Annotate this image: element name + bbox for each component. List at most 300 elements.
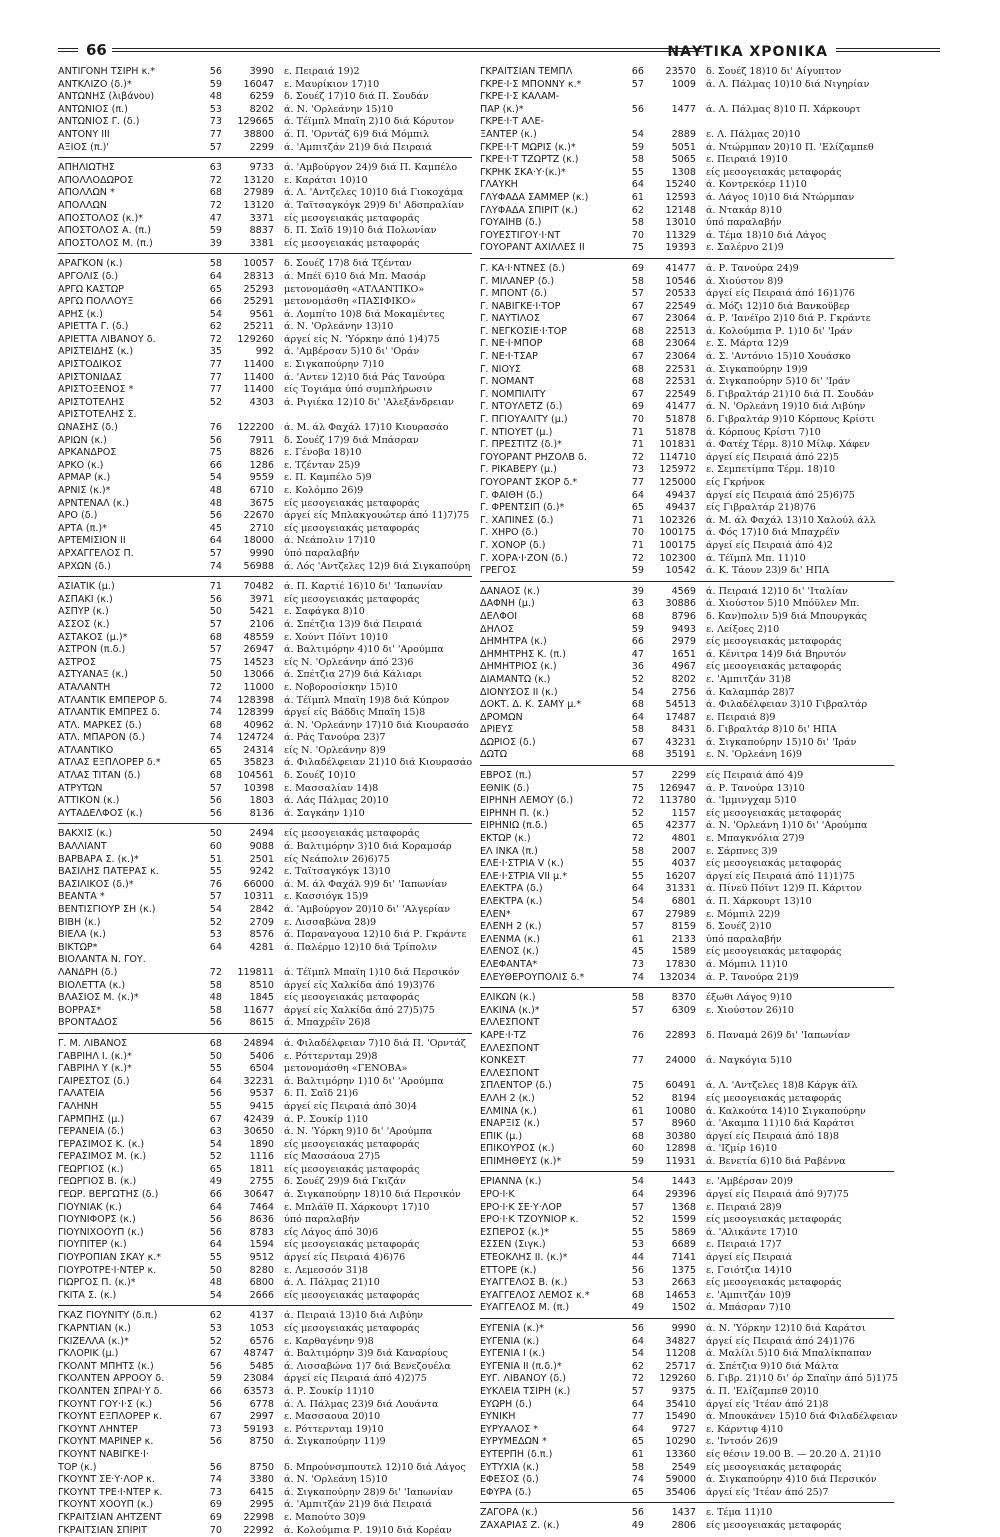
tonnage: 8783 [224, 1227, 274, 1240]
built-year: 68 [624, 611, 644, 624]
tonnage: 2299 [224, 142, 274, 155]
position-info: ε. Λισσαβώνα 28)9 [284, 917, 480, 930]
built-year: 67 [624, 909, 644, 922]
ship-entry [480, 1005, 902, 1018]
built-year: 52 [624, 674, 644, 687]
ship-name: ΑΤΛΑΣ ΤΙΤΑΝ (δ.) [58, 770, 200, 783]
position-info: ά. Π. 'Ορντάζ 6)9 διά Μόμπιλ [284, 129, 480, 142]
ship-entry [480, 783, 902, 796]
built-year: 64 [624, 883, 644, 896]
position-info: μετονομάσθη «ΓΕΝΟΒΑ» [284, 1063, 480, 1076]
tonnage: 35406 [646, 1487, 696, 1500]
tonnage: 41477 [646, 263, 696, 276]
built-year: 74 [202, 707, 222, 720]
ship-entry [480, 992, 902, 1005]
ship-entry [480, 1520, 902, 1533]
tonnage: 11400 [224, 359, 274, 372]
ship-entry [480, 921, 902, 934]
ship-entry [58, 841, 480, 854]
ship-entry [58, 334, 480, 347]
ship-entry [58, 104, 480, 117]
ship-name: ΑΣΤΡΟΣ [58, 657, 200, 670]
built-year: 60 [202, 841, 222, 854]
built-year: 47 [202, 213, 222, 226]
position-info: δ. Γιβραλτάρ 8)10 δι' ΗΠΑ [706, 724, 902, 737]
ship-entry [480, 1449, 902, 1462]
ship-entry [480, 1043, 902, 1056]
position-info: ά. Μόζι 12)10 διά Βανκοϋβερ [706, 301, 902, 314]
ship-name: ΚΟΝΚΕΣΤ [480, 1055, 622, 1068]
ship-name: ΓΕΩΡΓΙΟΣ (κ.) [58, 1164, 200, 1177]
right-column [480, 66, 902, 1533]
tonnage: 22549 [646, 301, 696, 314]
ship-name: ΚΑΡΕ·Ι·ΤΖ [480, 1030, 622, 1043]
position-info: ά. Ν. 'Ορλεάνη 19)10 διά Λιβύην [706, 401, 902, 414]
built-year: 75 [202, 447, 222, 460]
ship-entry [58, 1076, 480, 1089]
tonnage: 8960 [646, 1118, 696, 1131]
ship-name: ΑΝΤΩΝΙΟΣ (π.) [58, 104, 200, 117]
ship-name: Γ. ΦΡΕΝΤΣΙΠ (δ.)* [480, 502, 622, 515]
position-info: ά. Κ. Τάουν 23)9 δι' ΗΠΑ [706, 565, 902, 578]
built-year: 75 [624, 242, 644, 255]
built-year: 71 [624, 439, 644, 452]
tonnage: 15240 [646, 179, 696, 192]
position-info: ά. Χιούστον 5)10 Μπόϋλεν Μπ. [706, 598, 902, 611]
ship-name: ΔΩΡΙΟΣ (δ.) [480, 737, 622, 750]
position-info: ε. Πειραιά 17)7 [706, 1239, 902, 1252]
tonnage: 1009 [646, 79, 696, 92]
built-year: 70 [624, 414, 644, 427]
built-year: 54 [624, 896, 644, 909]
tonnage: 1651 [646, 649, 696, 662]
position-info: είς μεσογειακάς μεταφοράς [284, 828, 480, 841]
built-year: 62 [202, 1310, 222, 1323]
position-info: είς μεσογειακάς μεταφοράς [706, 1214, 902, 1227]
built-year: 56 [202, 1399, 222, 1412]
tonnage: 8636 [224, 1214, 274, 1227]
tonnage: 1286 [224, 460, 274, 473]
built-year: 55 [202, 1063, 222, 1076]
ship-entry [480, 515, 902, 528]
tonnage: 13120 [224, 175, 274, 188]
ship-entry [58, 1214, 480, 1227]
built-year: 68 [624, 1131, 644, 1144]
ship-name: ΕΙΡΗΝΙΩ (π.δ.) [480, 820, 622, 833]
position-info: ε. Ταϊτσαγκόγκ 13)10 [284, 866, 480, 879]
ship-entry [58, 828, 480, 841]
ship-entry [480, 154, 902, 167]
built-year: 56 [202, 435, 222, 448]
ship-entry [58, 1361, 480, 1374]
position-info: είς μεσογειακάς μεταφοράς [284, 1139, 480, 1152]
ship-name: ΕΛΕΥΘΕΡΟΥΠΟΛΙΣ δ.* [480, 972, 622, 985]
position-info: ε. Κάρντιφ 4)10 [706, 1424, 902, 1437]
ship-name: ΕΥΤΕΡΠΗ (δ.π.) [480, 1449, 622, 1462]
ship-entry [480, 1156, 902, 1169]
ship-entry [58, 707, 480, 720]
ship-name: ΓΟΥΟΡΑΝΤ ΣΚΟΡ δ.* [480, 477, 622, 490]
tonnage: 2299 [646, 770, 696, 783]
ship-entry [480, 301, 902, 314]
ship-entry [58, 954, 480, 967]
ship-name: ΛΑΝΔΡΗ (δ.) [58, 967, 200, 980]
ship-name: ΔΟΚΤ. Δ. Κ. ΣΑΜΥ μ.* [480, 699, 622, 712]
tonnage: 1803 [224, 795, 274, 808]
ship-name: ΓΙΟΥΠΙΤΕΡ (κ.) [58, 1239, 200, 1252]
position-info: ά. 'Αλικάντε 17)10 [706, 1227, 902, 1240]
built-year: 64 [624, 1336, 644, 1349]
tonnage: 8431 [646, 724, 696, 737]
tonnage: 6576 [224, 1336, 274, 1349]
position-info: ά. Κένιτρα 14)9 διά Βηρυτόν [706, 649, 902, 662]
position-info: ά. Λ. 'Αντζελες 18)8 Κάργκ άϊλ [706, 1080, 902, 1093]
ship-entry [480, 242, 902, 255]
ship-entry [58, 606, 480, 619]
built-year: 58 [624, 1462, 644, 1475]
position-info: είς μεσογειακάς μεταφοράς [706, 636, 902, 649]
tonnage: 8826 [224, 447, 274, 460]
built-year: 77 [202, 372, 222, 385]
position-info: είς μεσογειακάς μεταφοράς [284, 594, 480, 607]
built-year: 67 [624, 313, 644, 326]
ship-name: ΑΠΟΛΛΟΔΩΡΟΣ [58, 175, 200, 188]
ship-name: ΒΑΡΒΑΡΑ Σ. (κ.)* [58, 854, 200, 867]
built-year: 64 [624, 1424, 644, 1437]
section-divider [58, 576, 472, 577]
ship-name: ΕΛΛΕΣΠΟΝΤ [480, 1043, 622, 1056]
built-year: 71 [202, 581, 222, 594]
built-year: 62 [202, 321, 222, 334]
ship-entry [58, 422, 480, 435]
built-year: 55 [624, 1227, 644, 1240]
tonnage: 22513 [646, 326, 696, 339]
ship-entry [58, 866, 480, 879]
built-year: 58 [624, 276, 644, 289]
position-info: ε. Χιούστον 26)10 [706, 1005, 902, 1018]
position-info: ά. Πειραιά 12)10 δι' 'Ιταλίαν [706, 586, 902, 599]
tonnage: 34827 [646, 1336, 696, 1349]
position-info: είς μεσογειακάς μεταφοράς [706, 167, 902, 180]
built-year: 67 [202, 1348, 222, 1361]
built-year: 59 [202, 79, 222, 92]
built-year: 57 [202, 142, 222, 155]
ship-name: ΓΛΥΦΑΔΑ ΣΑΜΜΕΡ (κ.) [480, 192, 622, 205]
position-info: είς Ν. 'Ορλεάνην άπό 23)6 [284, 657, 480, 670]
ship-name: ΕΥΑΓΓΕΛΟΣ Μ. (π.) [480, 1302, 622, 1315]
ship-entry [480, 909, 902, 922]
position-info: ά. Σιγκαπούρην 18)10 διά Περσικόν [284, 1189, 480, 1202]
ship-name: ΓΚΟΥΝΤ ΕΞΠΛΟΡΕΡ κ. [58, 1411, 200, 1424]
ship-name: ΖΑΧΑΡΙΑΣ Ζ. (κ.) [480, 1520, 622, 1533]
tonnage: 8576 [224, 929, 274, 942]
ship-name: ΕΡΟ·Ι·Κ ΤΖΟΥΝΙΟΡ κ. [480, 1214, 622, 1227]
tonnage: 59193 [224, 1424, 274, 1437]
ship-name: ΓΙΟΥΝΙΧΟΟΥΠ (κ.) [58, 1227, 200, 1240]
ship-name: ΑΣΙΑΤΙΚ (μ.) [58, 581, 200, 594]
tonnage: 13066 [224, 669, 274, 682]
ship-entry [480, 1302, 902, 1315]
ship-entry [58, 1239, 480, 1252]
tonnage: 56988 [224, 561, 274, 574]
built-year: 64 [202, 1239, 222, 1252]
ship-entry [58, 1189, 480, 1202]
built-year: 66 [202, 460, 222, 473]
ship-name: ΒΑΣΙΛΗΣ ΠΑΤΕΡΑΣ κ. [58, 866, 200, 879]
built-year: 63 [202, 1126, 222, 1139]
position-info: ά. Τέϊμπλ Μπαϊη 2)10 διά Κόρυτον [284, 116, 480, 129]
ship-name: ΕΛΕ·Ι·ΣΤΡΙΑ VII μ.* [480, 871, 622, 884]
ship-entry [480, 452, 902, 465]
ship-entry [58, 535, 480, 548]
position-info: ά. Σιγκαπούρην 11)9 [284, 1436, 480, 1449]
ship-entry [58, 917, 480, 930]
position-info: ά. 'Αντεν 12)10 διά Ράς Τανούρα [284, 372, 480, 385]
tonnage: 5065 [646, 154, 696, 167]
built-year: 44 [624, 1252, 644, 1265]
built-year: 68 [202, 720, 222, 733]
tonnage: 8796 [646, 611, 696, 624]
section-divider [480, 258, 894, 259]
position-info: άργεί είς Βάδδις Μπαϊη 15)8 [284, 707, 480, 720]
ship-entry [480, 770, 902, 783]
section-divider [480, 1171, 894, 1172]
ship-name: ΓΑΙΡΕΣΤΟΣ (δ.) [58, 1076, 200, 1089]
position-info: ε. Ρόττερνταμ 19)10 [284, 1424, 480, 1437]
position-info: ε. Λ. Πάλμας 20)10 [706, 129, 902, 142]
built-year: 48 [202, 1277, 222, 1290]
position-info: δ. Σουέζ 17)10 διά Π. Σουδάν [284, 91, 480, 104]
built-year: 57 [624, 79, 644, 92]
tonnage: 60491 [646, 1080, 696, 1093]
ship-entry [480, 1189, 902, 1202]
tonnage: 49437 [646, 502, 696, 515]
ship-entry [58, 142, 480, 155]
position-info: έξωθι Λάγος 9)10 [706, 992, 902, 1005]
ship-name: ΓΑΡΜΠΗΣ (μ.) [58, 1114, 200, 1127]
ship-name: ΒΑΛΛΙΑΝΤ [58, 841, 200, 854]
ship-name: ΒΙΚΤΩΡ* [58, 942, 200, 955]
position-info: ά. Μόμπιλ 11)10 [706, 959, 902, 972]
built-year: 53 [202, 104, 222, 117]
ship-name: ΕΥΓΕΝΙΑ (κ.) [480, 1336, 622, 1349]
ship-name: ΕΛΕΝΜΑ (κ.) [480, 934, 622, 947]
tonnage: 8194 [646, 1093, 696, 1106]
position-info: ά. Ν. 'Ορλεάνην 13)10 [284, 321, 480, 334]
ship-name: ΓΚΟΥΝΤ ΧΟΟΥΠ (κ.) [58, 1499, 200, 1512]
position-info: ε. Μαπούτο 30)9 [284, 1512, 480, 1525]
ship-entry [480, 1227, 902, 1240]
position-info: ά. Σαγκάην 1)10 [284, 808, 480, 821]
ship-name: Γ. ΦΑΙΘΗ (δ.) [480, 490, 622, 503]
ship-name: ΕΠΙΚ (μ.) [480, 1131, 622, 1144]
position-info: ε. Λεμεσσόν 31)8 [284, 1265, 480, 1278]
position-info: ε. 'Αμβέρσαν 20)9 [706, 1176, 902, 1189]
ship-entry [480, 1386, 902, 1399]
ship-entry [480, 871, 902, 884]
built-year: 72 [202, 200, 222, 213]
position-info: ά. Σιγκαπούρην 4)10 διά Περσικόν [706, 1474, 902, 1487]
ship-entry [58, 397, 480, 410]
ship-entry [480, 116, 902, 129]
tonnage: 1589 [646, 946, 696, 959]
tonnage: 14653 [646, 1290, 696, 1303]
position-info: ά. Καλαμπάρ 28)7 [706, 687, 902, 700]
ship-name: ΕΥΓΕΝΙΑ ΙΙ (π.δ.)* [480, 1361, 622, 1374]
ship-name: ΕΛ ΙΝΚΑ (π.) [480, 846, 622, 859]
tonnage: 23064 [646, 313, 696, 326]
tonnage: 6778 [224, 1399, 274, 1412]
position-info: ά. Βαλτιμόρην 1)10 δι' 'Αρούμπα [284, 1076, 480, 1089]
built-year: 57 [202, 783, 222, 796]
tonnage: 27989 [646, 909, 696, 922]
ship-entry [58, 929, 480, 942]
ship-name: Γ. ΝΤΙΟΥΕΤ (μ.) [480, 427, 622, 440]
tonnage: 4801 [646, 833, 696, 846]
built-year: 58 [624, 992, 644, 1005]
ship-name: ΓΚΡΕ·Ι·Τ ΤΖΩΡΤΖ (κ.) [480, 154, 622, 167]
ship-entry [480, 142, 902, 155]
ship-name: ΑΤΛΑΝΤΙΚΟ [58, 745, 200, 758]
ship-name: ΓΚΟΥΝΤ ΣΕ·Υ·ΛΟΡ κ. [58, 1474, 200, 1487]
built-year: 56 [202, 808, 222, 821]
position-info: είς μεσογειακάς μεταφοράς [706, 1277, 902, 1290]
tonnage: 9561 [224, 309, 274, 322]
ship-entry [480, 611, 902, 624]
position-info: ά. Τέϊμπλ Μπαϊη 19)8 διά Κύπρον [284, 695, 480, 708]
tonnage: 23064 [646, 351, 696, 364]
ship-entry [480, 1474, 902, 1487]
ship-name: ΕΥΤΥΧΙΑ (κ.) [480, 1462, 622, 1475]
position-info: ά. Σιγκαπούρην 15)10 δι' 'Ιράν [706, 737, 902, 750]
tonnage: 100175 [646, 527, 696, 540]
ship-name: ΑΡΝΙΣ (κ.)* [58, 485, 200, 498]
ship-name: ΕΥΡΥΑΛΟΣ * [480, 1424, 622, 1437]
ship-entry [58, 1336, 480, 1349]
tonnage: 25717 [646, 1361, 696, 1374]
position-info: ε. Καράτσι 10)10 [284, 175, 480, 188]
tonnage: 25291 [224, 296, 274, 309]
position-info: ά. Μ. άλ Φαχάλ 9)9 δι' 'Ιαπωνίαν [284, 879, 480, 892]
ship-name: ΓΑΒΡΙΗΛ Υ (κ.)* [58, 1063, 200, 1076]
built-year: 51 [202, 854, 222, 867]
ship-name: ΓΚΙΤΑ Σ. (κ.) [58, 1290, 200, 1303]
built-year: 45 [202, 523, 222, 536]
ship-entry [480, 66, 902, 79]
tonnage: 7464 [224, 1202, 274, 1215]
ship-name: ΑΡΓΩ ΠΟΛΛΟΥΞ [58, 296, 200, 309]
ship-entry [58, 808, 480, 821]
built-year: 64 [624, 490, 644, 503]
built-year: 57 [202, 891, 222, 904]
built-year: 65 [624, 820, 644, 833]
position-info: ε. Καρθαγένην 9)8 [284, 1336, 480, 1349]
ship-name: Γ. ΠΓΙΟΥΑΛΙΤΥ (μ.) [480, 414, 622, 427]
position-info: ε. Σιγκαπούρην 7)10 [284, 359, 480, 372]
tonnage: 16047 [224, 79, 274, 92]
tonnage: 42439 [224, 1114, 274, 1127]
position-info: ά. Παραναγουα 12)10 διά Ρ. Γκράντε [284, 929, 480, 942]
left-column [58, 66, 480, 1537]
tonnage: 2663 [646, 1277, 696, 1290]
tonnage: 2842 [224, 904, 274, 917]
position-info: είς μεσογειακάς μεταφοράς [706, 1093, 902, 1106]
tonnage: 3371 [224, 213, 274, 226]
ship-entry [480, 1176, 902, 1189]
ship-name: ΕΚΤΩΡ (κ.) [480, 833, 622, 846]
ship-entry [480, 313, 902, 326]
position-info: ά. Τέμα 18)10 διά Λάγος [706, 230, 902, 243]
built-year: 74 [624, 972, 644, 985]
ship-name: ΓΚΟΥΝΤ ΛΗΝΤΕΡ [58, 1424, 200, 1437]
ship-name: ΓΙΩΡΓΟΣ Π. (κ.)* [58, 1277, 200, 1290]
tonnage: 101831 [646, 439, 696, 452]
ship-name: ΕΦΥΡΑ (δ.) [480, 1487, 622, 1500]
position-info: άργεί είς Πειραιά άπό 24)1)76 [706, 1336, 902, 1349]
ship-name: ΕΛΛΕΣΠΟΝΤ [480, 1017, 622, 1030]
position-info: είς μεσογειακάς μεταφοράς [706, 858, 902, 871]
ship-name: ΕΛΕΝΗ 2 (κ.) [480, 921, 622, 934]
tonnage: 24000 [646, 1055, 696, 1068]
built-year: 73 [202, 116, 222, 129]
ship-name: ΔΗΜΗΤΡΙΟΣ (κ.) [480, 661, 622, 674]
ship-entry [58, 695, 480, 708]
ship-name: ΕΘΝΙΚ (δ.) [480, 783, 622, 796]
ship-name: ΓΕΩΡΓΙΟΣ Β. (κ.) [58, 1176, 200, 1189]
position-info: ά. Σπέτζια 27)9 διά Κάλιαρι [284, 669, 480, 682]
tonnage: 113780 [646, 795, 696, 808]
position-info: ε. Σαλέρνο 21)9 [706, 242, 902, 255]
ship-name: ΑΤΑΛΑΝΤΗ [58, 682, 200, 695]
ship-entry [480, 1277, 902, 1290]
ship-entry [58, 1114, 480, 1127]
tonnage: 11208 [646, 1348, 696, 1361]
ship-name: ΓΟΥΟΡΑΝΤ ΑΧΙΛΛΕΣ ΙΙ [480, 242, 622, 255]
ship-name: ΑΡΗΣ (κ.) [58, 309, 200, 322]
ship-name: ΓΚΡΑΙΤΣΙΑΝ ΣΠΙΡΙΤ [58, 1525, 200, 1537]
built-year: 74 [202, 695, 222, 708]
position-info: άργεί είς Πειραιά άπό 18)8 [706, 1131, 902, 1144]
tonnage: 49437 [646, 490, 696, 503]
position-info: είς Τογιάμα ύπό συμπλήρωσιν [284, 384, 480, 397]
position-info: ά. Λ. Πάλμας 10)10 διά Νιγηρίαν [706, 79, 902, 92]
tonnage: 9733 [224, 162, 274, 175]
built-year: 39 [202, 238, 222, 251]
ship-name: ΑΠΟΣΤΟΛΟΣ Μ. (π.) [58, 238, 200, 251]
position-info: ά. Π. 'Ελίζαμπεθ 20)10 [706, 1386, 902, 1399]
tonnage: 24314 [224, 745, 274, 758]
position-info: ά. Σιγκαπούρην 28)9 δι' 'Ιαπωνίαν [284, 1487, 480, 1500]
position-info: είς μεσογειακάς μεταφοράς [284, 1164, 480, 1177]
ship-name: ΓΕΡΑΣΙΜΟΣ Μ. (κ.) [58, 1151, 200, 1164]
ship-name: ΕΥΡΥΜΕΔΩΝ * [480, 1436, 622, 1449]
tonnage: 9990 [646, 1323, 696, 1336]
ship-name: ΔΕΛΦΟΙ [480, 611, 622, 624]
ship-name: ΑΡΙΣΤΕΙΔΗΣ (κ.) [58, 346, 200, 359]
tonnage: 66000 [224, 879, 274, 892]
built-year: 68 [202, 1038, 222, 1051]
built-year: 56 [202, 1214, 222, 1227]
tonnage: 29396 [646, 1189, 696, 1202]
built-year: 67 [624, 737, 644, 750]
tonnage: 8510 [224, 980, 274, 993]
ship-entry [58, 745, 480, 758]
ship-name: ΑΡΧΩΝ (δ.) [58, 561, 200, 574]
tonnage: 6801 [646, 896, 696, 909]
ship-entry [58, 409, 480, 422]
ship-entry [480, 217, 902, 230]
tonnage: 8750 [224, 1436, 274, 1449]
